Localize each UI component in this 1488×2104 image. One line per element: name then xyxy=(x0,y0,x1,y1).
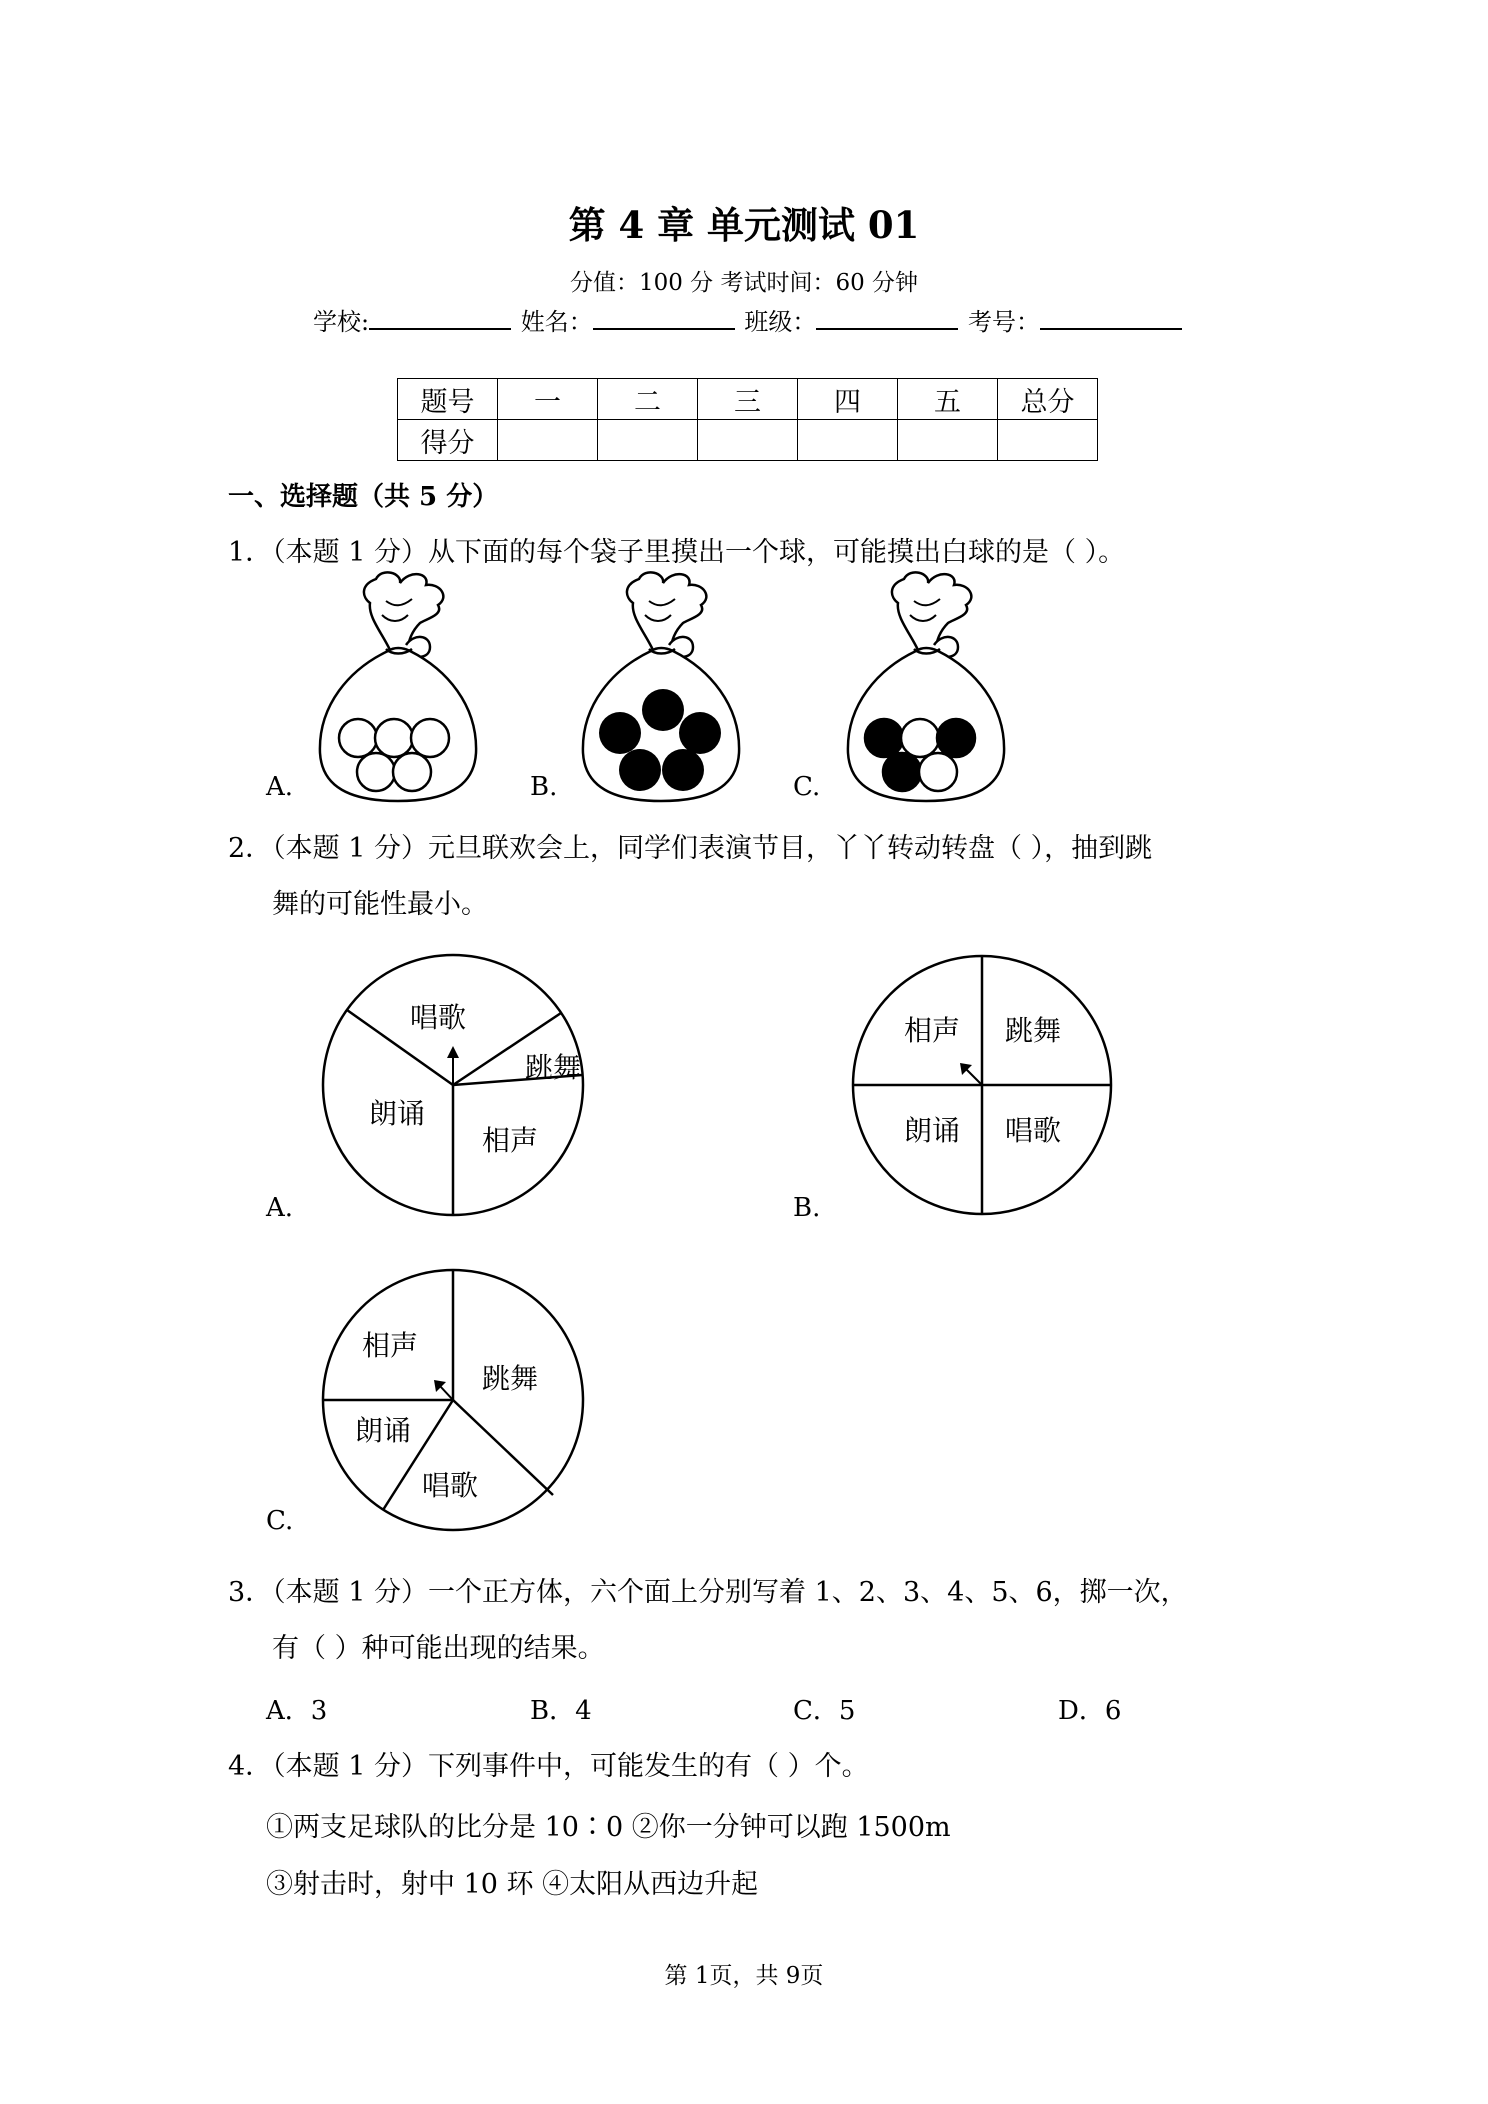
score-header-cell: 总分 xyxy=(998,379,1098,420)
question-2-line1: 2．（本题 1 分）元旦联欢会上，同学们表演节目，丫丫转动转盘（ ），抽到跳 xyxy=(228,833,1153,864)
score-header-cell: 四 xyxy=(798,379,898,420)
school-label: 学校: xyxy=(313,308,370,336)
score-header-cell: 二 xyxy=(598,379,698,420)
question-4-events-line2: ③射击时，射中 10 环 ④太阳从西边升起 xyxy=(266,1869,759,1900)
score-header-cell: 题号 xyxy=(398,379,498,420)
wheel-b xyxy=(853,956,1111,1214)
question-3-line1: 3．（本题 1 分）一个正方体，六个面上分别写着 1、2、3、4、5、6，掷一次， xyxy=(228,1577,1188,1608)
class-label: 班级： xyxy=(744,308,817,336)
score-header-cell: 一 xyxy=(498,379,598,420)
q1-option-c[interactable]: C. xyxy=(793,772,821,802)
wheel-a-label: 相声 xyxy=(481,1124,539,1157)
question-1-text: 1．（本题 1 分）从下面的每个袋子里摸出一个球，可能摸出白球的是（ ）。 xyxy=(228,537,1126,568)
page-footer: 第 1页，共 9页 xyxy=(664,1963,824,1989)
exam-number-label: 考号： xyxy=(968,308,1041,336)
exam-meta: 分值：100 分 考试时间：60 分钟 xyxy=(569,270,919,296)
question-4-events-line1: ①两支足球队的比分是 10∶0 ②你一分钟可以跑 1500m xyxy=(266,1812,951,1843)
q2-option-c[interactable]: C. xyxy=(266,1506,294,1536)
wheel-a-label: 唱歌 xyxy=(409,1001,467,1034)
q2-option-a[interactable]: A. xyxy=(266,1193,294,1223)
q3-option-a[interactable]: A．3 xyxy=(266,1696,328,1726)
section-title: 一、选择题（共 5 分） xyxy=(228,482,499,512)
wheel-b-label: 朗诵 xyxy=(903,1114,961,1147)
wheel-b-label: 唱歌 xyxy=(1004,1114,1062,1147)
score-header-cell: 三 xyxy=(698,379,798,420)
wheel-c-label: 相声 xyxy=(361,1329,419,1362)
wheel-a xyxy=(323,955,583,1215)
question-2-line2: 舞的可能性最小。 xyxy=(272,889,488,920)
question-3-line2: 有（ ）种可能出现的结果。 xyxy=(272,1633,605,1664)
question-4-text: 4．（本题 1 分）下列事件中，可能发生的有（ ）个。 xyxy=(228,1751,869,1782)
score-row-label: 得分 xyxy=(398,420,498,461)
q3-option-c[interactable]: C．5 xyxy=(793,1696,856,1726)
wheel-a-label: 朗诵 xyxy=(368,1097,426,1130)
name-label: 姓名： xyxy=(520,308,593,336)
wheel-c-label: 唱歌 xyxy=(421,1469,479,1502)
page-title: 第 4 章 单元测试 01 xyxy=(568,203,920,247)
wheel-c-label: 朗诵 xyxy=(354,1414,412,1447)
wheel-b-label: 相声 xyxy=(903,1014,961,1047)
wheel-a-label: 跳舞 xyxy=(524,1051,582,1084)
q3-option-b[interactable]: B．4 xyxy=(530,1696,592,1726)
q1-option-a[interactable]: A. xyxy=(266,772,294,802)
score-header-cell: 五 xyxy=(898,379,998,420)
wheel-b-label: 跳舞 xyxy=(1004,1014,1062,1047)
q3-option-d[interactable]: D．6 xyxy=(1058,1696,1122,1726)
wheel-c xyxy=(323,1270,583,1530)
wheel-c-label: 跳舞 xyxy=(481,1362,539,1395)
q1-option-b[interactable]: B. xyxy=(530,772,558,802)
q2-option-b[interactable]: B. xyxy=(793,1193,821,1223)
